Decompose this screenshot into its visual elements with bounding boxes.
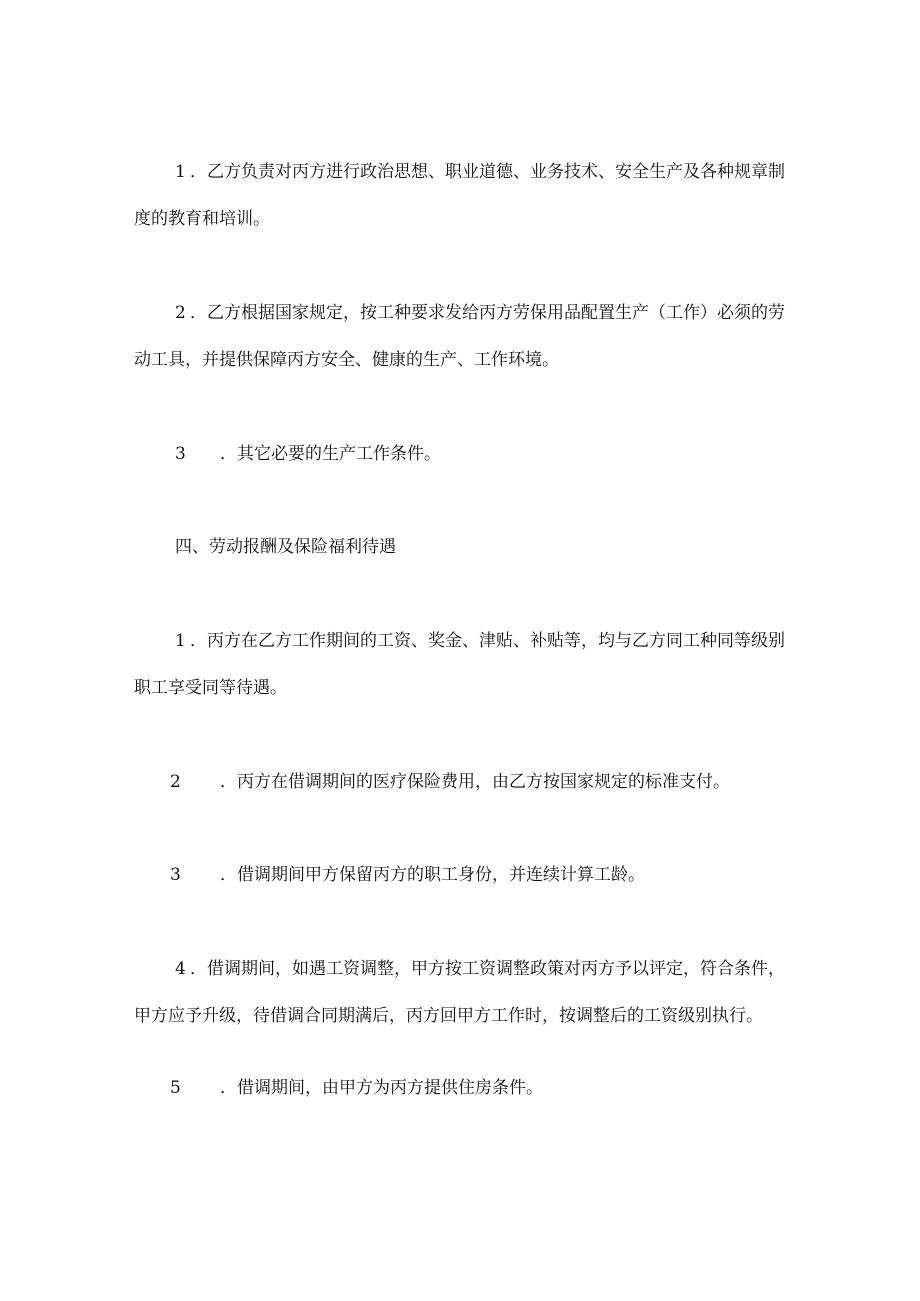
paragraph-text: 度的教育和培训。: [134, 209, 270, 229]
paragraph-text: 职工享受同等待遇。: [134, 678, 287, 698]
paragraph-text: ．其它必要的生产工作条件。: [220, 444, 441, 464]
paragraph-text: 动工具，并提供保障丙方安全、健康的生产、工作环境。: [134, 350, 559, 370]
item-number: 4: [175, 959, 186, 979]
paragraph-text: ．丙方在乙方工作期间的工资、奖金、津贴、补贴等，均与乙方同工种同等级别: [190, 631, 785, 651]
item-number: 2: [175, 303, 186, 323]
item-number: 5: [170, 1078, 181, 1098]
item-number: 3: [170, 865, 181, 885]
paragraph-text: ．借调期间甲方保留丙方的职工身份，并连续计算工龄。: [220, 865, 645, 885]
item-number: 2: [170, 772, 181, 792]
paragraph-text: ．乙方根据国家规定，按工种要求发给丙方劳保用品配置生产（工作）必须的劳: [190, 303, 785, 323]
paragraph-text: ．借调期间，如遇工资调整，甲方按工资调整政策对丙方予以评定，符合条件，: [190, 959, 785, 979]
paragraph-text: ．丙方在借调期间的医疗保险费用，由乙方按国家规定的标准支付。: [220, 772, 730, 792]
item-number: 3: [175, 444, 186, 464]
paragraph-text: ．借调期间，由甲方为丙方提供住房条件。: [220, 1078, 543, 1098]
paragraph-text: ．乙方负责对丙方进行政治思想、职业道德、业务技术、安全生产及各种规章制: [190, 162, 785, 182]
paragraph-text: 甲方应予升级，待借调合同期满后，丙方回甲方工作时，按调整后的工资级别执行。: [134, 1006, 763, 1026]
item-number: 1: [175, 631, 186, 651]
section-heading-text: 四、劳动报酬及保险福利待遇: [175, 537, 396, 557]
item-number: 1: [175, 162, 186, 182]
